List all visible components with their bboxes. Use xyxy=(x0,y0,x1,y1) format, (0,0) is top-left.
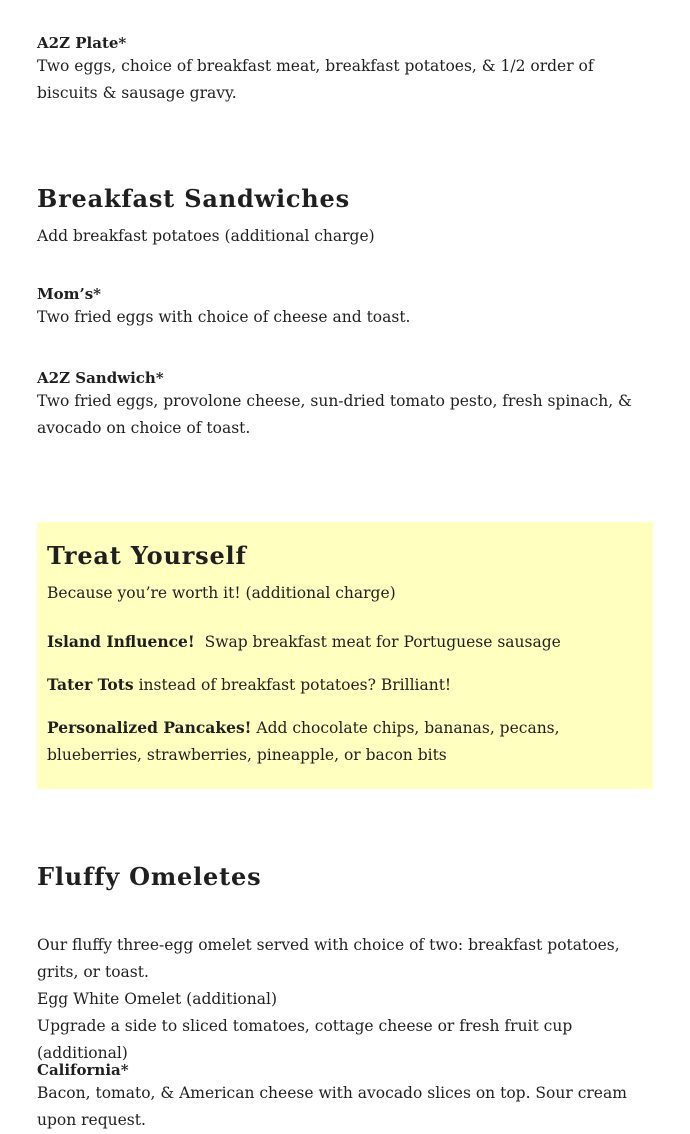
description-line: Upgrade a side to sliced tomatoes, cottage cheese or fresh fruit cup (additional) xyxy=(37,1017,573,1062)
treat-line-text: Swap breakfast meat for Portuguese sausage xyxy=(194,633,561,651)
treat-line-island-influence xyxy=(47,628,643,656)
description-line: Our fluffy three-egg omelet served with choice of two: breakfast potatoes, grits, or toast. xyxy=(37,936,620,981)
treat-line-text: Add chocolate chips, bananas, pecans, blueberries, strawberries, pineapple, or bacon bits xyxy=(47,719,565,764)
section-subtitle: Add breakfast potatoes (additional charge) xyxy=(37,227,375,245)
section-fluffy-omeletes xyxy=(37,862,653,892)
menu-item-california xyxy=(37,1060,653,1134)
description-line: Egg White Omelet (additional) xyxy=(37,990,277,1008)
menu-item-description: Two fried eggs, provolone cheese, sun-dried tomato pesto, fresh spinach, & avocado on choice of toast. xyxy=(37,392,632,437)
treat-line-text: instead of breakfast potatoes? Brilliant! xyxy=(133,676,452,694)
menu-item-description: Bacon, tomato, & American cheese with avocado slices on top. Sour cream upon request. xyxy=(37,1084,627,1129)
treat-line-tater-tots xyxy=(47,671,643,699)
section-breakfast-sandwiches xyxy=(37,184,653,214)
menu-item-a2z-plate xyxy=(37,31,653,107)
section-title: Treat Yourself xyxy=(47,541,247,570)
menu-item-title: A2Z Plate* xyxy=(37,34,127,52)
section-description xyxy=(37,932,653,1067)
menu-item-title: Mom’s* xyxy=(37,285,101,303)
section-subtitle: Because you’re worth it! (additional charge) xyxy=(47,584,396,602)
section-title: Breakfast Sandwiches xyxy=(37,184,350,213)
treat-line-bold: Tater Tots xyxy=(47,675,134,694)
menu-item-moms xyxy=(37,284,653,331)
menu-item-description: Two eggs, choice of breakfast meat, breakfast potatoes, & 1/2 order of biscuits & sausage gravy. xyxy=(37,57,594,102)
treat-line-bold: Island Influence! xyxy=(47,632,195,651)
menu-item-title: A2Z Sandwich* xyxy=(37,369,164,387)
treat-line-personalized-pancakes xyxy=(47,714,643,769)
treat-yourself-box xyxy=(37,522,653,789)
menu-item-description: Two fried eggs with choice of cheese and toast. xyxy=(37,308,411,326)
menu-item-a2z-sandwich xyxy=(37,368,653,442)
section-title: Fluffy Omeletes xyxy=(37,862,262,891)
menu-item-title: California* xyxy=(37,1061,129,1079)
treat-line-bold: Personalized Pancakes! xyxy=(47,718,252,737)
